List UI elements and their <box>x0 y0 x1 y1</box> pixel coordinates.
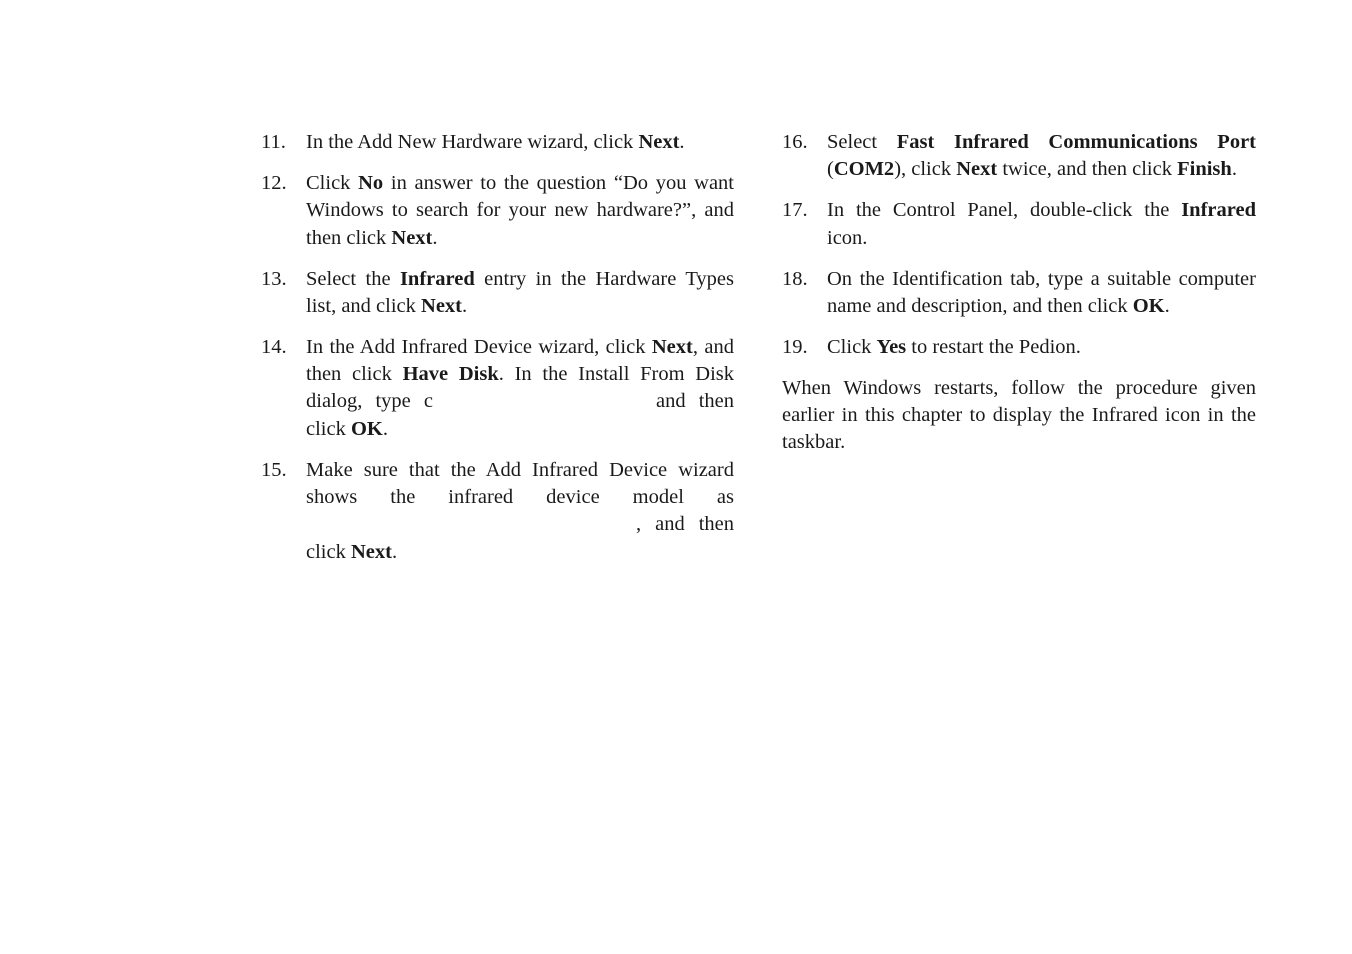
step-number: 15. <box>261 458 287 481</box>
step-17 <box>782 197 1256 252</box>
step-16 <box>782 129 1256 184</box>
left-column <box>261 129 734 566</box>
step-text: Select the Infrared entry in the Hardware Types list, and click Next. <box>306 267 734 317</box>
bold-term: Yes <box>876 335 907 358</box>
step-text: In the Control Panel, double-click the Infrared icon. <box>827 199 1256 249</box>
step-number: 18. <box>782 267 808 290</box>
step-11 <box>261 129 734 156</box>
bold-term: Have Disk <box>402 363 499 386</box>
step-text: In the Add New Hardware wizard, click Next. <box>306 131 685 153</box>
bold-term: OK <box>350 417 383 440</box>
step-12 <box>261 170 734 252</box>
bold-term: COM2 <box>833 158 895 181</box>
step-number: 12. <box>261 171 287 194</box>
step-number: 16. <box>782 131 808 153</box>
step-number: 19. <box>782 335 808 358</box>
step-text: On the Identification tab, type a suitable computer name and description, and then click OK. <box>827 267 1256 317</box>
step-text: Click No in answer to the question “Do you want Windows to search for your new hardware?”, and then click Next. <box>306 171 734 249</box>
step-13 <box>261 266 734 321</box>
step-14 <box>261 334 734 443</box>
step-18 <box>782 266 1256 321</box>
right-column <box>782 129 1256 477</box>
bold-term: Infrared <box>399 267 475 290</box>
steps-list-left <box>261 129 734 566</box>
step-text: Make sure that the Add Infrared Device wizard shows the infrared device model as , and then click Next. <box>306 458 734 563</box>
step-19 <box>782 334 1256 361</box>
bold-term: Next <box>956 158 998 181</box>
bold-term: Finish <box>1177 158 1232 181</box>
bold-term: Next <box>350 540 392 563</box>
step-number: 17. <box>782 199 808 222</box>
step-text: In the Add Infrared Device wizard, click Next, and then click Have Disk. In the Install From Disk dialog, type c and then click OK. <box>306 335 735 440</box>
bold-term: Infrared <box>1181 199 1256 222</box>
bold-term: Next <box>638 131 680 153</box>
step-15 <box>261 457 734 566</box>
steps-list-right <box>782 129 1256 361</box>
bold-term: Fast Infrared Communications Port <box>896 131 1256 153</box>
step-number: 14. <box>261 335 287 358</box>
bold-term: Next <box>391 226 433 249</box>
bold-term: OK <box>1132 294 1165 317</box>
closing-paragraph: When Windows restarts, follow the procedure given earlier in this chapter to display the Infrared icon in the taskbar. <box>782 376 1256 454</box>
bold-term: No <box>358 171 384 194</box>
bold-term: Next <box>651 335 693 358</box>
step-number: 13. <box>261 267 287 290</box>
step-text: Select Fast Infrared Communications Port (COM2), click Next twice, and then click Finish. <box>827 131 1256 181</box>
bold-term: Next <box>421 294 462 317</box>
step-text: Click Yes to restart the Pedion. <box>827 335 1081 358</box>
step-number: 11. <box>261 131 286 153</box>
